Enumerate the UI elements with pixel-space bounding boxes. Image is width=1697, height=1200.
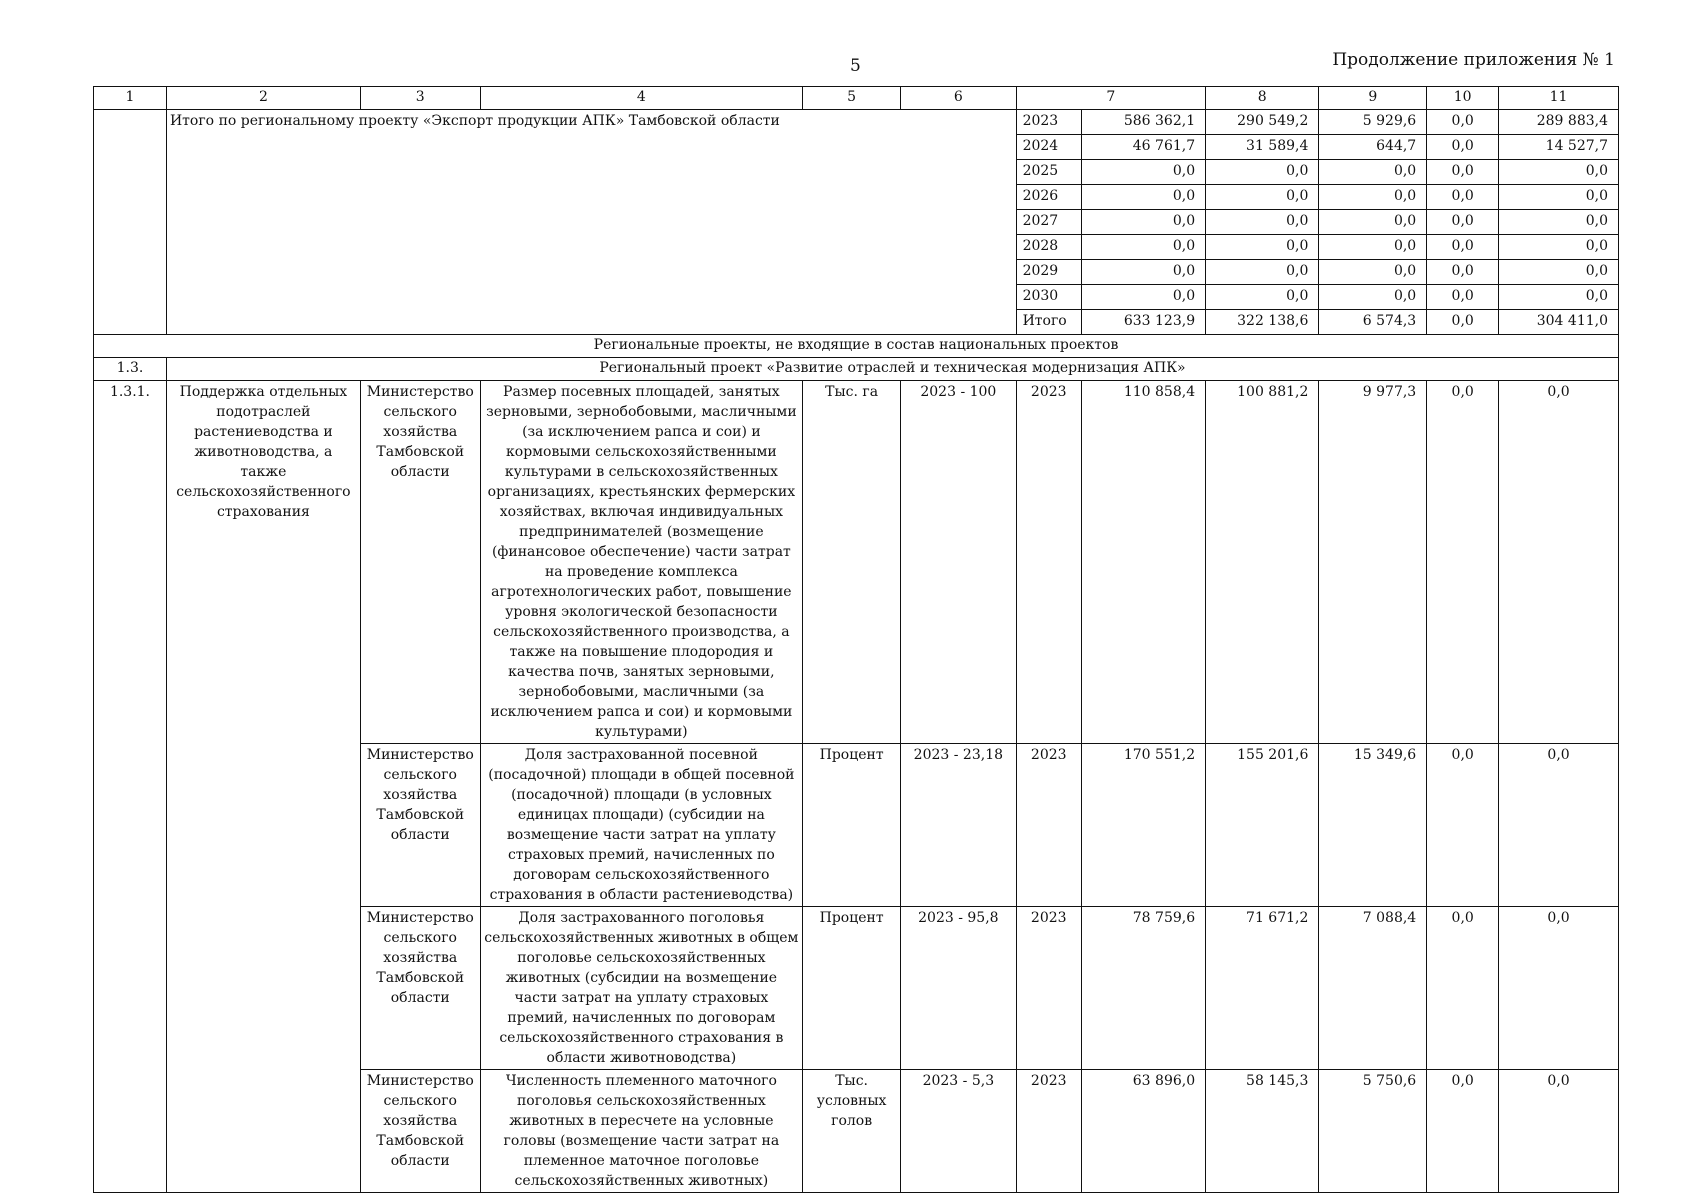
value-cell: 0,0 xyxy=(1427,744,1499,907)
year-cell: 2026 xyxy=(1016,185,1081,210)
value-cell: 0,0 xyxy=(1427,260,1499,285)
value-cell: 0,0 xyxy=(1081,285,1205,310)
header-cell: 9 xyxy=(1319,87,1427,110)
unit-cell: Процент xyxy=(803,907,901,1070)
value-cell: 0,0 xyxy=(1499,381,1619,744)
target-cell: 2023 - 5,3 xyxy=(901,1070,1016,1193)
value-cell: 322 138,6 xyxy=(1206,310,1319,335)
year-cell: 2023 xyxy=(1016,110,1081,135)
indicator-desc: Доля застрахованной посевной (посадочной) площади в общей посевной (посадочной) площади (в условных единицах площади) (субсидии на возмещение части затрат на уплату страховых премий, начисленных по договорам сельскохозяйственного страхования в области растениеводства) xyxy=(480,744,802,907)
value-cell: 0,0 xyxy=(1206,235,1319,260)
ministry-cell: Министерство сельского хозяйства Тамбовской области xyxy=(360,381,480,744)
value-cell: 0,0 xyxy=(1206,285,1319,310)
year-cell: 2027 xyxy=(1016,210,1081,235)
value-cell: 0,0 xyxy=(1081,210,1205,235)
value-cell: 0,0 xyxy=(1499,185,1619,210)
value-cell: 155 201,6 xyxy=(1206,744,1319,907)
value-cell: 586 362,1 xyxy=(1081,110,1205,135)
value-cell: 0,0 xyxy=(1319,210,1427,235)
value-cell: 46 761,7 xyxy=(1081,135,1205,160)
project-row xyxy=(94,358,1619,381)
target-cell: 2023 - 95,8 xyxy=(901,907,1016,1070)
value-cell: 0,0 xyxy=(1206,210,1319,235)
section-title: Региональные проекты, не входящие в состав национальных проектов xyxy=(94,335,1619,358)
target-cell: 2023 - 23,18 xyxy=(901,744,1016,907)
value-cell: 0,0 xyxy=(1081,260,1205,285)
value-cell: 0,0 xyxy=(1427,1070,1499,1193)
value-cell: 0,0 xyxy=(1499,260,1619,285)
value-cell: 0,0 xyxy=(1499,907,1619,1070)
value-cell: 0,0 xyxy=(1206,160,1319,185)
item-name: Поддержка отдельных подотраслей растениеводства и животноводства, а также сельскохозяйственного страхования xyxy=(166,381,360,1193)
value-cell: 0,0 xyxy=(1427,135,1499,160)
year-cell: 2023 xyxy=(1016,744,1081,907)
value-cell: 0,0 xyxy=(1319,285,1427,310)
value-cell: 14 527,7 xyxy=(1499,135,1619,160)
indicator-row xyxy=(94,381,1619,744)
header-cell: 10 xyxy=(1427,87,1499,110)
value-cell: 5 750,6 xyxy=(1319,1070,1427,1193)
value-cell: 58 145,3 xyxy=(1206,1070,1319,1193)
value-cell: 289 883,4 xyxy=(1499,110,1619,135)
budget-table xyxy=(93,86,1619,1193)
header-cell: 11 xyxy=(1499,87,1619,110)
total-row xyxy=(94,110,1619,135)
header-cell: 5 xyxy=(803,87,901,110)
value-cell: 0,0 xyxy=(1319,160,1427,185)
continuation-label: Продолжение приложения № 1 xyxy=(1332,50,1615,70)
value-cell: 100 881,2 xyxy=(1206,381,1319,744)
year-cell: 2025 xyxy=(1016,160,1081,185)
unit-cell: Тыс. условных голов xyxy=(803,1070,901,1193)
value-cell: 0,0 xyxy=(1206,260,1319,285)
value-cell: 0,0 xyxy=(1319,235,1427,260)
target-cell: 2023 - 100 xyxy=(901,381,1016,744)
header-row xyxy=(94,87,1619,110)
header-cell: 1 xyxy=(94,87,167,110)
value-cell: 0,0 xyxy=(1081,185,1205,210)
unit-cell: Процент xyxy=(803,744,901,907)
value-cell: 0,0 xyxy=(1427,210,1499,235)
year-cell: 2030 xyxy=(1016,285,1081,310)
value-cell: 110 858,4 xyxy=(1081,381,1205,744)
value-cell: 0,0 xyxy=(1427,110,1499,135)
value-cell: 71 671,2 xyxy=(1206,907,1319,1070)
project-title: Региональный проект «Развитие отраслей и техническая модернизация АПК» xyxy=(166,358,1618,381)
value-cell: 0,0 xyxy=(1081,160,1205,185)
value-cell: 15 349,6 xyxy=(1319,744,1427,907)
value-cell: 0,0 xyxy=(1206,185,1319,210)
value-cell: 0,0 xyxy=(1499,1070,1619,1193)
project-num: 1.3. xyxy=(94,358,167,381)
value-cell: 0,0 xyxy=(1499,235,1619,260)
value-cell: 0,0 xyxy=(1319,260,1427,285)
total-num-cell xyxy=(94,110,167,335)
header-cell: 4 xyxy=(480,87,802,110)
header-cell: 7 xyxy=(1016,87,1206,110)
value-cell: 0,0 xyxy=(1499,210,1619,235)
total-title: Итого по региональному проекту «Экспорт продукции АПК» Тамбовской области xyxy=(166,110,1016,335)
value-cell: 9 977,3 xyxy=(1319,381,1427,744)
section-row xyxy=(94,335,1619,358)
value-cell: 0,0 xyxy=(1081,235,1205,260)
value-cell: 0,0 xyxy=(1427,285,1499,310)
value-cell: 0,0 xyxy=(1427,185,1499,210)
ministry-cell: Министерство сельского хозяйства Тамбовской области xyxy=(360,907,480,1070)
year-cell: 2023 xyxy=(1016,907,1081,1070)
value-cell: 31 589,4 xyxy=(1206,135,1319,160)
year-cell: Итого xyxy=(1016,310,1081,335)
value-cell: 6 574,3 xyxy=(1319,310,1427,335)
value-cell: 0,0 xyxy=(1427,235,1499,260)
year-cell: 2023 xyxy=(1016,1070,1081,1193)
value-cell: 170 551,2 xyxy=(1081,744,1205,907)
ministry-cell: Министерство сельского хозяйства Тамбовской области xyxy=(360,1070,480,1193)
value-cell: 0,0 xyxy=(1319,185,1427,210)
page-number: 5 xyxy=(850,56,861,76)
indicator-desc: Доля застрахованного поголовья сельскохозяйственных животных в общем поголовье сельскохозяйственных животных (субсидии на возмещение части затрат на уплату страховых премий, начисленных по договорам сельскохозяйственного страхования в области животноводства) xyxy=(480,907,802,1070)
value-cell: 0,0 xyxy=(1427,907,1499,1070)
value-cell: 290 549,2 xyxy=(1206,110,1319,135)
value-cell: 0,0 xyxy=(1427,160,1499,185)
value-cell: 7 088,4 xyxy=(1319,907,1427,1070)
value-cell: 0,0 xyxy=(1499,285,1619,310)
item-num: 1.3.1. xyxy=(94,381,167,1193)
value-cell: 5 929,6 xyxy=(1319,110,1427,135)
value-cell: 304 411,0 xyxy=(1499,310,1619,335)
header-cell: 6 xyxy=(901,87,1016,110)
year-cell: 2029 xyxy=(1016,260,1081,285)
value-cell: 0,0 xyxy=(1427,310,1499,335)
unit-cell: Тыс. га xyxy=(803,381,901,744)
value-cell: 0,0 xyxy=(1499,160,1619,185)
value-cell: 0,0 xyxy=(1427,381,1499,744)
header-cell: 3 xyxy=(360,87,480,110)
header-cell: 2 xyxy=(166,87,360,110)
value-cell: 0,0 xyxy=(1499,744,1619,907)
indicator-desc: Численность племенного маточного поголовья сельскохозяйственных животных в пересчете на условные головы (возмещение части затрат на племенное маточное поголовье сельскохозяйственных животных) xyxy=(480,1070,802,1193)
ministry-cell: Министерство сельского хозяйства Тамбовской области xyxy=(360,744,480,907)
value-cell: 63 896,0 xyxy=(1081,1070,1205,1193)
value-cell: 78 759,6 xyxy=(1081,907,1205,1070)
value-cell: 644,7 xyxy=(1319,135,1427,160)
indicator-desc: Размер посевных площадей, занятых зерновыми, зернобобовыми, масличными (за исключением рапса и сои) и кормовыми сельскохозяйственными культурами в сельскохозяйственных организациях, крестьянских фермерских хозяйствах, включая индивидуальных предпринимателей (возмещение (финансовое обеспечение) части затрат на проведение комплекса агротехнологических работ, повышение уровня экологической безопасности сельскохозяйственного производства, а также на повышение плодородия и качества почв, занятых зерновыми, зернобобовыми, масличными (за исключением рапса и сои) и кормовыми культурами) xyxy=(480,381,802,744)
year-cell: 2023 xyxy=(1016,381,1081,744)
value-cell: 633 123,9 xyxy=(1081,310,1205,335)
year-cell: 2028 xyxy=(1016,235,1081,260)
header-cell: 8 xyxy=(1206,87,1319,110)
year-cell: 2024 xyxy=(1016,135,1081,160)
